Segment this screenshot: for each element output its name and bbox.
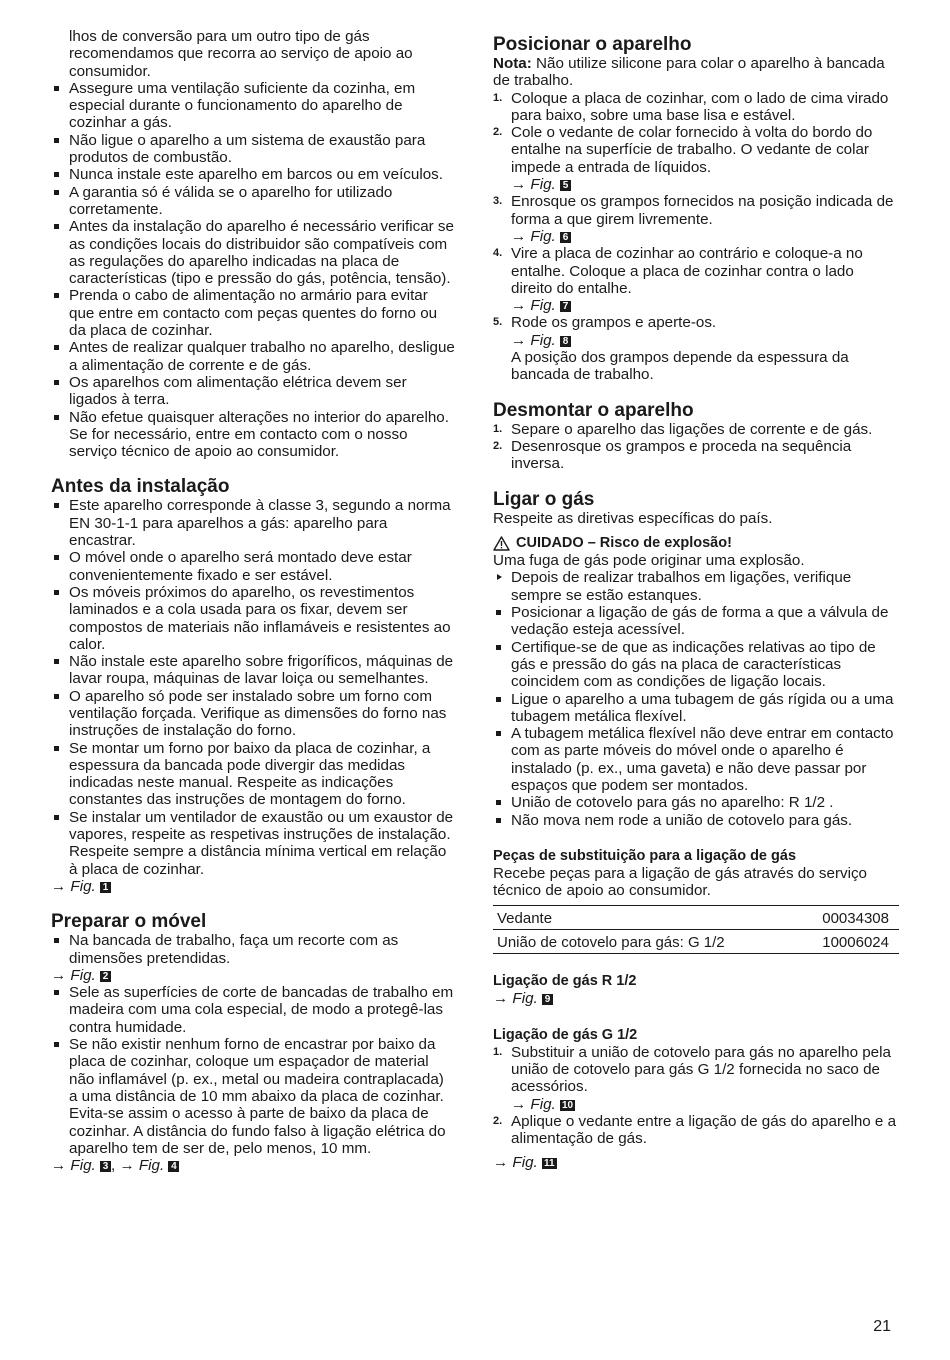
list-item: Nunca instale este aparelho em barcos ou em veículos. (51, 166, 456, 183)
warning-action: Depois de realizar trabalhos em ligações, verifique sempre se estão estanques. (493, 569, 899, 604)
figure-reference: → Fig. 3 , → Fig. 4 (51, 1157, 456, 1174)
figure-reference (511, 176, 899, 193)
list-item: Antes de realizar qualquer trabalho no aparelho, desligue a alimentação de corrente e de gás. (51, 339, 456, 374)
step-text: Enrosque os grampos fornecidos na posição indicada de forma a que girem livremente. (511, 193, 894, 228)
safety-list (51, 80, 456, 461)
step-text: Rode os grampos e aperte-os. (511, 314, 717, 332)
step-number: 1. (493, 91, 503, 104)
section-title-desmontar: Desmontar o aparelho (493, 399, 694, 421)
step-item (493, 314, 899, 383)
figure-reference (511, 228, 899, 245)
step-item (493, 421, 899, 438)
pecas-text: Recebe peças para a ligação de gás através do serviço técnico de apoio ao consumidor. (493, 864, 868, 900)
list-item: Certifique-se de que as indicações relativas ao tipo de gás e pressão do gás na placa de características coincidem com as condições de ligação locais. (493, 639, 899, 691)
list-item: Ligue o aparelho a uma tubagem de gás rígida ou a uma tubagem metálica flexível. (493, 691, 899, 726)
part-name: Vedante (493, 906, 795, 930)
figure-reference (511, 332, 899, 349)
step-text: Cole o vedante de colar fornecido à volta do bordo do entalhe na superfície de trabalho. O vedante de colar impede a entrada de líquidos. (511, 124, 873, 176)
step-number: 1. (493, 1045, 503, 1058)
list-item: Se não existir nenhum forno de encastrar por baixo da placa de cozinhar, coloque um espaçador de material não inflamável (p. ex., metal ou madeira contraplacada) a uma distância de 10 mm abaixo da placa de cozinhar. Evita-se assim o acesso à parte de baixo da placa de cozinhar. A distância do fundo falso à ligação elétrica do aparelho tem de ser de, pelo menos, 10 mm. (51, 1036, 456, 1157)
step-item (493, 1044, 899, 1113)
part-code: 00034308 (795, 906, 899, 930)
list-item: A tubagem metálica flexível não deve entrar em contacto com as parte móveis do móvel onde o aparelho é instalado (p. ex., uma gaveta) e não deve passar por espaços que podem ser montados. (493, 725, 899, 794)
list-item: O móvel onde o aparelho será montado deve estar convenientemente fixado e ser estável. (51, 549, 456, 584)
figure-reference (493, 1154, 899, 1171)
fig-label: Fig. (138, 1157, 165, 1175)
fig-label: Fig. (70, 1157, 96, 1175)
figure-number-badge: 6 (560, 232, 571, 243)
list-item: Se montar um forno por baixo da placa de cozinhar, a espessura da bancada pode divergir das medidas indicadas neste manual. Respeite as indicações constantes das instruções de montagem do forno. (51, 740, 456, 809)
step-text: Substituir a união de cotovelo para gás no aparelho pela união de cotovelo para gás G 1/2 fornecida no saco de acessórios. (511, 1043, 891, 1096)
step-text: Vire a placa de cozinhar ao contrário e coloque-a no entalhe. Coloque a placa de cozinhar contra o lado direito do entalhe. (511, 245, 863, 297)
posicionar-steps (493, 90, 899, 384)
step-text: Coloque a placa de cozinhar, com o lado de cima virado para baixo, sobre uma base lisa e estável. (511, 89, 889, 124)
ligar-intro: Respeite as diretivas específicas do país. (493, 509, 773, 527)
figure-number-badge: 1 (100, 882, 111, 893)
list-item: A garantia só é válida se o aparelho for utilizado corretamente. (51, 184, 456, 219)
intro-continuation: lhos de conversão para um outro tipo de gás recomendamos que recorra ao serviço de apoio ao consumidor. (69, 28, 413, 80)
list-item: Antes da instalação do aparelho é necessário verificar se as condições locais do distribuidor são compatíveis com as regulações do aparelho indicadas na placa de características (tipo e pressão do gás, potência, tensão). (51, 218, 456, 287)
figure-reference (51, 878, 456, 895)
figure-number-badge: 9 (542, 994, 553, 1005)
fig-label: Fig. (530, 227, 556, 245)
arrow-right-icon: → (511, 227, 527, 245)
note (493, 55, 899, 90)
list-item: Não instale este aparelho sobre frigoríficos, máquinas de lavar roupa, máquinas de lavar loiça ou semelhantes. (51, 653, 456, 688)
arrow-right-icon: → (51, 966, 67, 984)
step-number: 2. (493, 1114, 503, 1127)
step-number: 1. (493, 422, 503, 435)
figure-number-badge: 4 (168, 1161, 179, 1172)
arrow-right-icon: → (51, 877, 67, 895)
fig-label: Fig. (70, 966, 96, 984)
list-item: União de cotovelo para gás no aparelho: R 1/2 . (493, 794, 899, 811)
figure-number-badge: 7 (560, 301, 571, 312)
g12-steps (493, 1044, 899, 1148)
step-item (493, 1113, 899, 1148)
fig-label: Fig. (512, 990, 538, 1008)
step-item (493, 193, 899, 245)
subsection-title-r12: Ligação de gás R 1/2 (493, 973, 637, 990)
part-code: 10006024 (795, 930, 899, 954)
warning-text: Uma fuga de gás pode originar uma explosão. (493, 552, 805, 570)
table-row (493, 906, 899, 930)
figure-reference (51, 967, 456, 984)
arrow-right-icon: → (511, 297, 527, 315)
fig-label: Fig. (530, 297, 556, 315)
warning-label: CUIDADO – Risco de explosão! (516, 534, 732, 551)
list-item: Não mova nem rode a união de cotovelo para gás. (493, 812, 899, 829)
section-title-antes: Antes da instalação (51, 476, 230, 498)
subsection-title-g12: Ligação de gás G 1/2 (493, 1026, 638, 1043)
warning-heading (493, 535, 899, 552)
arrow-right-icon: → (51, 1157, 67, 1175)
figure-reference (511, 1096, 899, 1113)
fig-label: Fig. (530, 331, 556, 349)
list-item: Os móveis próximos do aparelho, os revestimentos laminados e a cola usada para os fixar, devem ser compostos de materiais não inflamáveis e resistentes ao calor. (51, 584, 456, 653)
note-text: Não utilize silicone para colar o aparelho à bancada de trabalho. (493, 55, 885, 90)
warning-triangle-icon (493, 536, 510, 551)
step-text: Aplique o vedante entre a ligação de gás do aparelho e a alimentação de gás. (511, 1112, 897, 1148)
figure-number-badge: 8 (560, 336, 571, 347)
step-item (493, 124, 899, 193)
list-item: Posicionar a ligação de gás de forma a que a válvula de vedação esteja acessível. (493, 604, 899, 639)
parts-table (493, 905, 899, 954)
arrow-right-icon: → (511, 331, 527, 349)
arrow-right-icon: → (511, 176, 527, 194)
antes-list (51, 497, 456, 878)
list-item: Não ligue o aparelho a um sistema de exaustão para produtos de combustão. (51, 132, 456, 167)
arrow-right-icon: → (493, 990, 509, 1008)
step-number: 5. (493, 316, 503, 329)
fig-label: Fig. (70, 877, 96, 895)
step-text: Desenrosque os grampos e proceda na sequência inversa. (511, 437, 852, 473)
right-column (493, 28, 899, 1171)
part-name: União de cotovelo para gás: G 1/2 (493, 930, 795, 954)
figure-number-badge: 10 (561, 1099, 574, 1111)
section-title-ligar: Ligar o gás (493, 488, 595, 510)
arrow-right-icon: → (493, 1153, 509, 1171)
page-number: 21 (873, 1318, 891, 1335)
list-item: Sele as superfícies de corte de bancadas de trabalho em madeira com uma cola especial, de modo a protegê-las contra humidade. (51, 984, 456, 1036)
section-title-preparar: Preparar o móvel (51, 911, 207, 933)
figure-number-badge: 2 (100, 971, 111, 982)
list-item: Este aparelho corresponde à classe 3, segundo a norma EN 30-1-1 para aparelhos a gás: aparelho para encastrar. (51, 497, 456, 549)
step-note: A posição dos grampos depende da espessura da bancada de trabalho. (511, 349, 849, 384)
desmontar-steps (493, 421, 899, 473)
subsection-title-pecas: Peças de substituição para a ligação de gás (493, 847, 797, 864)
step-number: 4. (493, 247, 503, 260)
step-item (493, 438, 899, 473)
step-number: 2. (493, 439, 503, 452)
section-title-posicionar: Posicionar o aparelho (493, 34, 692, 55)
step-item (493, 245, 899, 314)
fig-label: Fig. (530, 176, 556, 194)
figure-number-badge: 5 (560, 180, 571, 191)
list-item: Na bancada de trabalho, faça um recorte com as dimensões pretendidas. (51, 932, 456, 967)
ligar-list (493, 604, 899, 829)
step-number: 2. (493, 126, 503, 139)
list-item: O aparelho só pode ser instalado sobre um forno com ventilação forçada. Verifique as dimensões do forno nas instruções de instalação do forno. (51, 688, 456, 740)
table-row (493, 930, 899, 954)
step-text: Separe o aparelho das ligações de corrente e de gás. (511, 420, 873, 438)
arrow-right-icon: → (511, 1095, 527, 1113)
list-item: Prenda o cabo de alimentação no armário para evitar que entre em contacto com peças quentes do forno ou da placa de cozinhar. (51, 287, 456, 339)
figure-reference (493, 990, 899, 1007)
note-label: Nota: (493, 55, 532, 72)
list-item: Assegure uma ventilação suficiente da cozinha, em especial durante o funcionamento do aparelho de cozinhar a gás. (51, 80, 456, 132)
fig-label: Fig. (530, 1095, 556, 1113)
fig-label: Fig. (512, 1153, 538, 1171)
list-item: Os aparelhos com alimentação elétrica devem ser ligados à terra. (51, 374, 456, 409)
left-column (51, 28, 456, 1174)
step-number: 3. (493, 195, 503, 208)
list-item: Não efetue quaisquer alterações no interior do aparelho. Se for necessário, entre em contacto com o nosso serviço técnico de apoio ao consumidor. (51, 409, 456, 461)
step-item (493, 90, 899, 125)
arrow-right-icon: → (119, 1157, 135, 1175)
figure-number-badge: 3 (100, 1161, 111, 1172)
list-item: Se instalar um ventilador de exaustão ou um exaustor de vapores, respeite as respetivas instruções de instalação. Respeite sempre a distância mínima vertical em relação à placa de cozinhar. (51, 809, 456, 878)
figure-number-badge: 11 (543, 1157, 555, 1169)
figure-reference (511, 297, 899, 314)
